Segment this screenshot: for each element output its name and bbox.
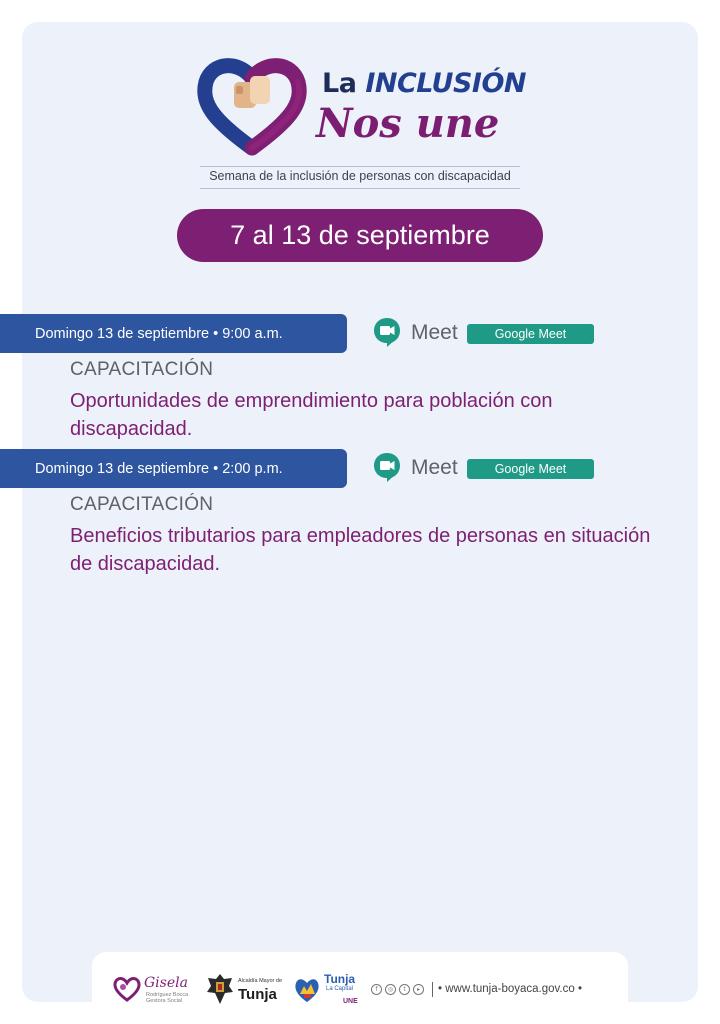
instagram-icon[interactable]: ◎ [385, 984, 396, 995]
logo-la: La [322, 68, 357, 99]
tunja-capital-logo-icon [292, 974, 322, 1004]
meet-label: Meet [411, 456, 458, 479]
meet-label: Meet [411, 321, 458, 344]
event-type: CAPACITACIÓN [70, 494, 214, 515]
capital-une: UNE [343, 998, 358, 1005]
google-meet-icon[interactable] [373, 316, 401, 348]
google-meet-badge[interactable]: Google Meet [467, 324, 594, 344]
heart-hands-logo-icon [196, 56, 308, 156]
facebook-icon[interactable]: f [371, 984, 382, 995]
gisela-subtitle: Rodríguez Bocca Gestora Social [146, 992, 189, 1004]
event-title: Beneficios tributarios para empleadores de personas en situación de discapacidad. [70, 525, 651, 575]
date-range-pill: 7 al 13 de septiembre [177, 209, 543, 262]
subtitle-divider-top [200, 166, 520, 167]
event-title: Oportunidades de emprendimiento para población con discapacidad. [70, 390, 553, 440]
website-link[interactable]: • www.tunja-boyaca.gov.co • [438, 983, 582, 995]
logo-inclusion: INCLUSIÓN [365, 68, 526, 99]
google-meet-icon[interactable] [373, 451, 401, 483]
capital-title: Tunja [324, 972, 356, 986]
google-meet-badge[interactable]: Google Meet [467, 459, 594, 479]
event-type: CAPACITACIÓN [70, 359, 214, 380]
tunja-label: Tunja [238, 986, 277, 1003]
event-datetime-bar: Domingo 13 de septiembre • 9:00 a.m. [0, 314, 347, 353]
logo-title-line1 [322, 68, 526, 99]
footer-separator [432, 982, 433, 997]
youtube-icon[interactable]: ▸ [413, 984, 424, 995]
subtitle-divider-bottom [200, 188, 520, 189]
event-datetime-bar: Domingo 13 de septiembre • 2:00 p.m. [0, 449, 347, 488]
alcaldia-label: Alcaldía Mayor de [238, 978, 283, 984]
capital-subtitle: La Capital [326, 986, 354, 992]
event-subtitle: Semana de la inclusión de personas con discapacidad [209, 169, 511, 183]
gisela-heart-logo-icon [112, 976, 142, 1002]
tunja-coat-of-arms-icon [206, 972, 234, 1006]
gisela-name: Gisela [144, 975, 188, 991]
logo-nos-une: Nos une [316, 100, 500, 147]
twitter-icon[interactable]: t [399, 984, 410, 995]
